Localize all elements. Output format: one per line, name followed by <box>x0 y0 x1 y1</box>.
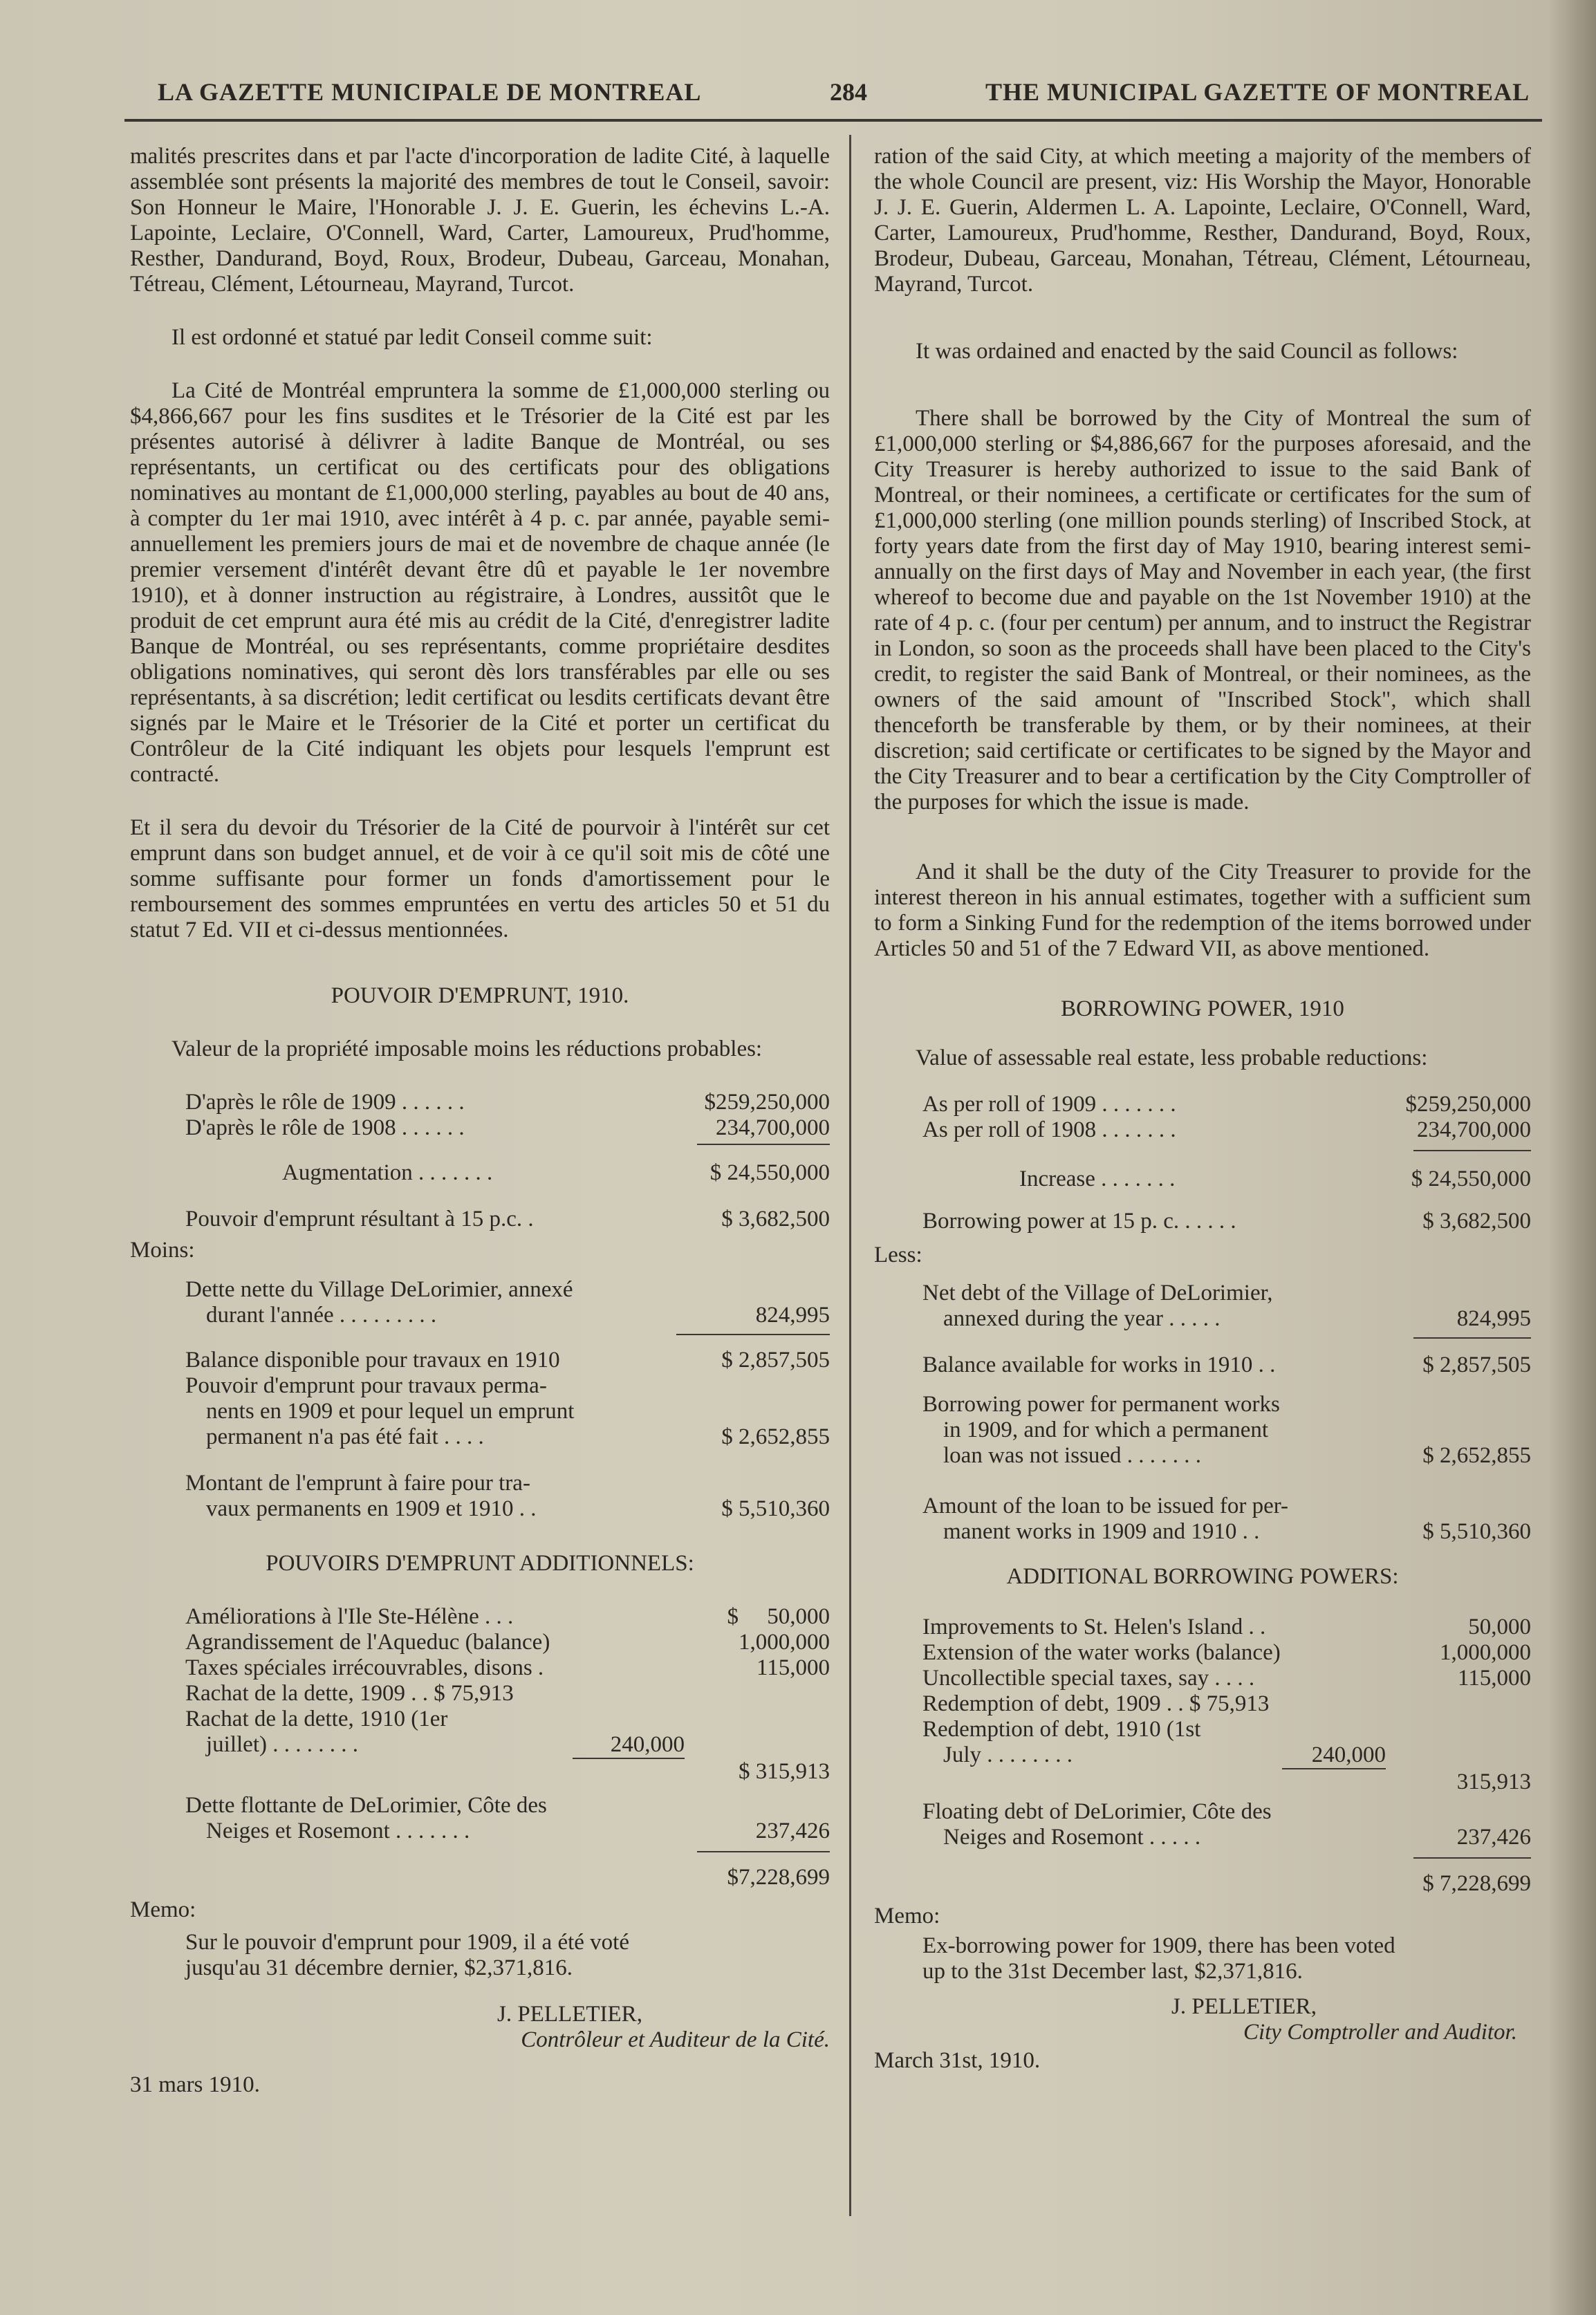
en-row-roll1909: As per roll of 1909 . . . . . . . $259,250,000 <box>922 1092 1531 1117</box>
fr-moins: Moins: <box>130 1238 195 1263</box>
en-memo-text: Ex-borrowing power for 1909, there has been voted up to the 31st December last, $2,371,816. <box>922 1933 1395 1984</box>
en-red1: Redemption of debt, 1909 . . $ 75,913 <box>922 1691 1270 1716</box>
fr-row-pouvoir: Pouvoir d'emprunt résultant à 15 p.c. . $ 3,682,500 <box>185 1207 830 1231</box>
fr-valeur: Valeur de la propriété imposable moins les réductions probables: <box>171 1036 763 1061</box>
en-para1: There shall be borrowed by the City of Montreal the sum of £1,000,000 sterling or $4,886,667 for the purposes aforesaid, and the City Treasurer is hereby authorized to issue to the said Bank of Montreal, or their nominees, a certificate or certificates for the sum of £1,000,000 sterling (one million pounds sterling) of Inscribed Stock, at forty years date from the first day of May 1910, bearing interest semi-annually on the first days of May and November in each year, (the first whereof to become due and payable on the 1st November 1910) at the rate of 4 p. c. (four per centum) per annum, and to instruct the Registrar in London, so soon as the proceeds shall have been placed to the City's credit, to register the said Bank of Montreal, or their nominees, as the owners of the said amount of "Inscribed Stock", which shall thenceforth be transferable by them, or by their nominees, at their discretion; said certificate or certificates to be signed by the Mayor and the City Treasurer and to bear a certification by the City Comptroller of the purposes for which the issue is made. <box>874 406 1531 815</box>
fr-rachat2: Rachat de la dette, 1910 (1er <box>185 1707 448 1731</box>
fr-row-pouv: permanent n'a pas été fait . . . . $ 2,652,855 <box>206 1424 830 1449</box>
fr-row-amel: Améliorations à l'Ile Ste-Hélène . . . $ 50,000 <box>185 1604 830 1629</box>
fr-ordained: Il est ordonné et statué par ledit Conseil comme suit: <box>171 325 653 350</box>
fr-row-total: $7,228,699 <box>727 1865 830 1890</box>
fr-row-roll1908: D'après le rôle de 1908 . . . . . . 234,700,000 <box>185 1115 830 1140</box>
fr-signer: J. PELLETIER, <box>497 2002 642 2027</box>
fr-pouv-b: nents en 1909 et pour lequel un emprunt <box>206 1399 575 1424</box>
en-para2: And it shall be the duty of the City Treasurer to provide for the interest thereon in his annual estimates, together with a sufficient sum to form a Sinking Fund for the redemption of the items borrowed under Articles 50 and 51 of the 7 Edward VII, as above mentioned. <box>874 859 1531 961</box>
column-divider <box>849 135 851 2216</box>
fr-row-montant: vaux permanents en 1909 et 1910 . . $ 5,510,360 <box>206 1496 830 1521</box>
en-signer: J. PELLETIER, <box>1171 1994 1317 2019</box>
fr-row-balance: Balance disponible pour travaux en 1910 $ 2,857,505 <box>185 1348 830 1373</box>
en-row-bp: loan was not issued . . . . . . . $ 2,652,855 <box>943 1443 1531 1468</box>
en-ordained: It was ordained and enacted by the said Council as follows: <box>916 339 1458 364</box>
en-row-amt: manent works in 1909 and 1910 . . $ 5,510,360 <box>943 1519 1531 1544</box>
en-row-float: Neiges and Rosemont . . . . . 237,426 <box>943 1825 1531 1850</box>
en-row-roll1908: As per roll of 1908 . . . . . . . 234,700,000 <box>922 1117 1531 1142</box>
fr-row-flott: Neiges et Rosemont . . . . . . . 237,426 <box>206 1819 830 1843</box>
fr-flott-a: Dette flottante de DeLorimier, Côte des <box>185 1793 547 1818</box>
fr-row-roll1909: D'après le rôle de 1909 . . . . . . $259,250,000 <box>185 1090 830 1115</box>
en-row-net: annexed during the year . . . . . 824,995 <box>943 1306 1531 1331</box>
en-date: March 31st, 1910. <box>874 2048 1041 2073</box>
en-row-borrow: Borrowing power at 15 p. c. . . . . . $ 3,682,500 <box>922 1209 1531 1234</box>
en-row-total: $ 7,228,699 <box>1422 1871 1531 1896</box>
en-amt-a: Amount of the loan to be issued for per- <box>922 1494 1289 1518</box>
en-row-july: July . . . . . . . . 240,000 <box>943 1742 1386 1767</box>
en-bp-b: in 1909, and for which a permanent <box>943 1417 1269 1442</box>
en-row-subtotal: 315,913 <box>1456 1769 1531 1794</box>
en-row-unc: Uncollectible special taxes, say . . . . 115,000 <box>922 1666 1531 1691</box>
en-signer-title: City Comptroller and Auditor. <box>1243 2020 1517 2045</box>
fr-para1: La Cité de Montréal empruntera la somme de £1,000,000 sterling ou $4,866,667 pour les fins susdites et le Trésorier de la Cité est par les présentes autorisé à délivrer à ladite Banque de Montréal, ou ses représentants, un certificat ou des certificats pour des obligations nominatives au montant de £1,000,000 sterling, payables au bout de 40 ans, à compter du 1er mai 1910, avec intérêt à 4 p. c. par année, payable semi-annuellement les premiers jours de mai et de novembre de chaque année (le premier versement d'intérêt devant être dû et payable le 1er novembre 1910), et à donner instruction au régistraire, à Londres, aussitôt que le produit de cet emprunt aura été mis au crédit de la Cité, d'enregistrer ladite Banque de Montréal, ou ses représentants, comme propriétaire desdites obligations nominatives, qui seront dès lors transférables par elle ou ses représentants, à sa discrétion; ledit certificat ou lesdits certificats devant être signés par le Maire et le Trésorier de la Cité et porter un certificat du Contrôleur de la Cité indiquant les objets pour lesquels l'emprunt est contracté. <box>130 378 830 787</box>
header-title-fr: LA GAZETTE MUNICIPALE DE MONTREAL <box>158 78 702 106</box>
fr-para2: Et il sera du devoir du Trésorier de la Cité de pourvoir à l'intérêt sur cet emprunt dans son budget annuel, et de voir à ce qu'il soit mis de côté une somme suffisante pour former un fonds d'amortissement pour le remboursement des sommes empruntées en vertu des articles 50 et 51 du statut 7 Ed. VII et ci-dessus mentionnées. <box>130 815 830 942</box>
en-less: Less: <box>874 1243 922 1267</box>
french-column <box>130 144 830 2098</box>
header-title-en: THE MUNICIPAL GAZETTE OF MONTREAL <box>985 78 1530 106</box>
en-net-a: Net debt of the Village of DeLorimier, <box>922 1281 1273 1305</box>
fr-heading-additional: POUVOIRS D'EMPRUNT ADDITIONNELS: <box>266 1551 694 1576</box>
fr-heading-borrowing: POUVOIR D'EMPRUNT, 1910. <box>331 983 629 1008</box>
en-float-a: Floating debt of DeLorimier, Côte des <box>922 1799 1272 1824</box>
en-bp-a: Borrowing power for permanent works <box>922 1392 1280 1417</box>
page-number: 284 <box>830 78 867 106</box>
english-column <box>874 144 1531 2074</box>
en-memo: Memo: <box>874 1904 940 1928</box>
en-intro: ration of the said City, at which meeting a majority of the members of the whole Council are present, viz: His Worship the Mayor, Honorable J. J. E. Guerin, Aldermen L. A. Lapointe, Leclaire, O'Connell, Ward, Carter, Lamoureux, Prud'homme, Resther, Dandurand, Boyd, Roux, Brodeur, Dubeau, Garceau, Monahan, Tétreau, Clément, Létourneau, Mayrand, Turcot. <box>874 144 1531 297</box>
page-header <box>138 77 1542 119</box>
fr-memo-text: Sur le pouvoir d'emprunt pour 1909, il a été voté jusqu'au 31 décembre dernier, $2,371,816. <box>185 1930 629 1980</box>
fr-intro: malités prescrites dans et par l'acte d'incorporation de ladite Cité, à laquelle assemblée sont présents la majorité des membres de tout le Conseil, savoir: Son Honneur le Maire, l'Honorable J. J. E. Guerin, les échevins L.-A. Lapointe, Leclaire, O'Connell, Ward, Carter, Lamoureux, Prud'homme, Resther, Dandurand, Boyd, Roux, Brodeur, Dubeau, Garceau, Monahan, Tétreau, Clément, Létourneau, Mayrand, Turcot. <box>130 144 830 297</box>
en-row-balance: Balance available for works in 1910 . . $ 2,857,505 <box>922 1352 1531 1377</box>
fr-date: 31 mars 1910. <box>130 2072 260 2097</box>
fr-montant-a: Montant de l'emprunt à faire pour tra- <box>185 1471 530 1496</box>
en-row-ext: Extension of the water works (balance) 1,000,000 <box>922 1640 1531 1665</box>
en-value: Value of assessable real estate, less probable reductions: <box>916 1045 1428 1070</box>
en-row-impr: Improvements to St. Helen's Island . . 50,000 <box>922 1615 1531 1639</box>
fr-row-juillet: juillet) . . . . . . . . 240,000 <box>206 1732 685 1757</box>
fr-memo: Memo: <box>130 1897 196 1922</box>
fr-row-taxes: Taxes spéciales irrécouvrables, disons . 115,000 <box>185 1655 830 1680</box>
header-rule <box>124 119 1542 122</box>
en-row-increase: Increase . . . . . . . $ 24,550,000 <box>1019 1166 1531 1191</box>
fr-pouv-a: Pouvoir d'emprunt pour travaux perma- <box>185 1373 547 1398</box>
fr-dette-a: Dette nette du Village DeLorimier, annexé <box>185 1277 573 1302</box>
fr-row-augmentation: Augmentation . . . . . . . $ 24,550,000 <box>282 1160 830 1185</box>
fr-row-subtotal: $ 315,913 <box>739 1759 830 1784</box>
fr-rachat1: Rachat de la dette, 1909 . . $ 75,913 <box>185 1681 514 1706</box>
fr-row-dette: durant l'année . . . . . . . . . 824,995 <box>206 1303 830 1328</box>
fr-signer-title: Contrôleur et Auditeur de la Cité. <box>521 2027 830 2052</box>
fr-row-agr: Agrandissement de l'Aqueduc (balance) 1,000,000 <box>185 1630 830 1655</box>
en-heading-additional: ADDITIONAL BORROWING POWERS: <box>1006 1564 1399 1589</box>
en-heading-borrowing: BORROWING POWER, 1910 <box>1061 996 1344 1021</box>
en-red2: Redemption of debt, 1910 (1st <box>922 1717 1201 1742</box>
